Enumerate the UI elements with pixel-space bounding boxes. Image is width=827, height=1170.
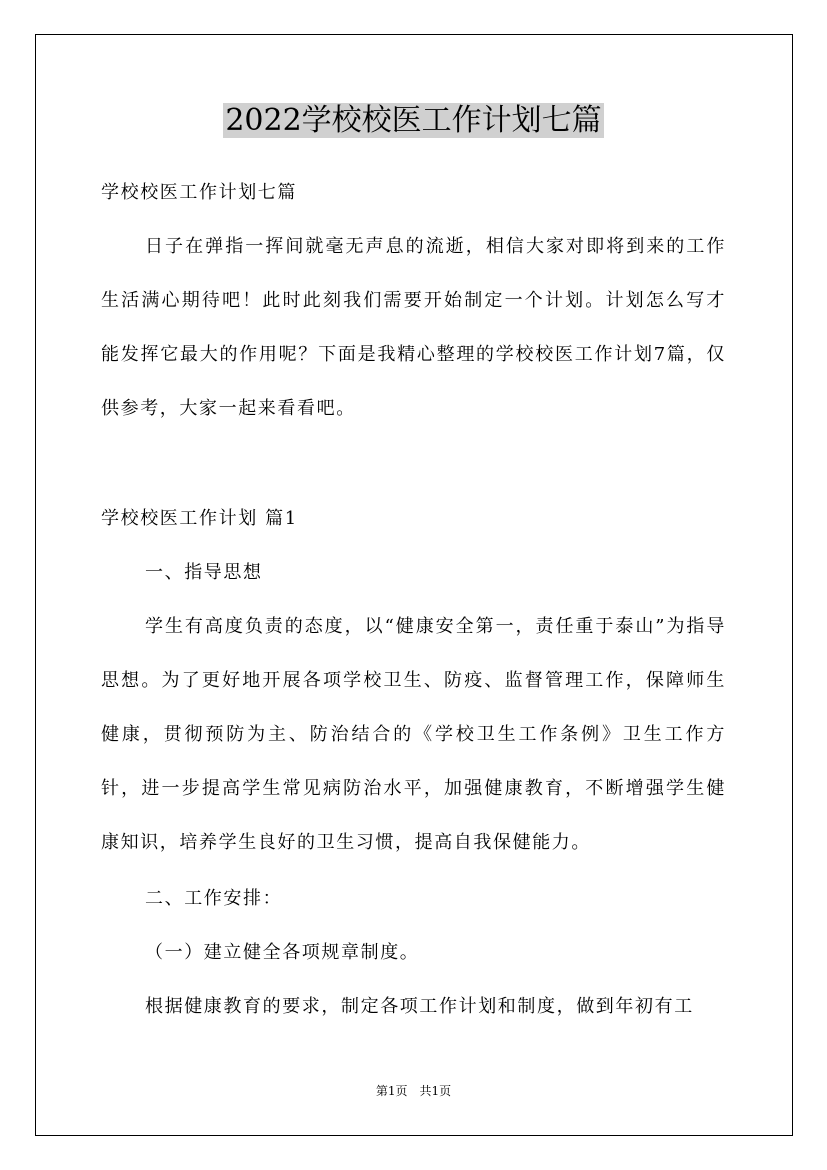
intro-paragraph: 日子在弹指一挥间就毫无声息的流逝，相信大家对即将到来的工作生活满心期待吧！此时此刻我们需要开始制定一个计划。计划怎么写才能发挥它最大的作用呢？下面是我精心整理的学校校医工作计划7篇，仅供参考，大家一起来看看吧。	[101, 236, 726, 419]
rules-paragraph: 根据健康教育的要求，制定各项工作计划和制度，做到年初有工	[145, 996, 694, 1017]
section-heading: 学校校医工作计划 篇1	[101, 508, 298, 529]
page-footer: 第1页 共1页	[375, 1084, 452, 1098]
document-subtitle: 学校校医工作计划七篇	[101, 182, 297, 203]
document-title	[0, 98, 827, 144]
subsection-heading-rules: （一）建立健全各项规章制度。	[145, 942, 420, 963]
part-heading-work-arrangement: 二、工作安排：	[145, 888, 283, 909]
part-heading-guiding-ideology: 一、指导思想	[145, 562, 263, 583]
document-title-text: 2022学校校医工作计划七篇	[225, 103, 602, 138]
guiding-ideology-paragraph: 学生有高度负责的态度，以“健康安全第一，责任重于泰山”为指导思想。为了更好地开展各项学校卫生、防疫、监督管理工作，保障师生健康，贯彻预防为主、防治结合的《学校卫生工作条例》卫生工作方针，进一步提高学生常见病防治水平，加强健康教育，不断增强学生健康知识，培养学生良好的卫生习惯，提高自我保健能力。	[101, 616, 726, 853]
